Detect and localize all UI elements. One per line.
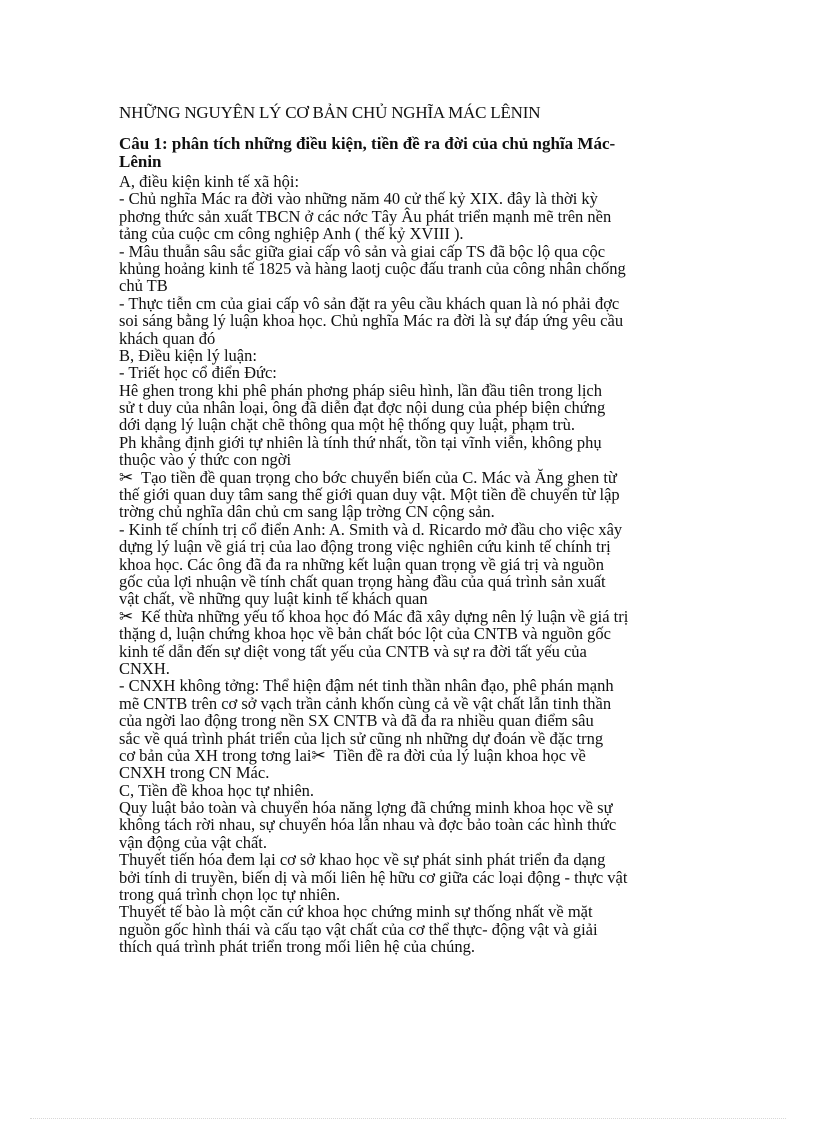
text-line: A, điều kiện kinh tế xã hội: [119,172,300,191]
text-line: vật chất, về những quy luật kinh tế khách quan [119,589,428,609]
text-line: chủ TB [119,276,168,296]
text-line: - Mâu thuẫn sâu sắc giữa giai cấp vô sản và giai cấp TS đã bộc lộ qua cộc [119,241,606,261]
text-line: C, Tiền đề khoa học tự nhiên. [119,780,315,800]
text-line: - Chủ nghĩa Mác ra đời vào những năm 40 cử thế kỷ XIX. đây là thời kỳ [119,189,598,209]
page-bottom-border [30,1118,786,1119]
question-line: Lênin [119,152,162,171]
text-line: thặng d, luận chứng khoa học về bản chất bóc lột của CNTB và nguồn gốc [119,624,611,644]
text-line: - Kinh tế chính trị cổ điển Anh: A. Smith và d. Ricardo mở đầu cho việc xây [119,519,623,539]
text-line: khủng hoảng kinh tế 1825 và hàng laotj cuộc đấu tranh của công nhân chống [119,258,626,278]
text-line: bởi tính di truyền, biến dị và mối liên hệ hữu cơ giữa các loại động - thực vật [119,867,628,887]
document-page [119,103,704,956]
text-line-content: Tạo tiền đề quan trọng cho bớc chuyển biến của C. Mác và Ăng ghen từ [141,467,617,487]
text-line: vận động của vật chất. [119,832,267,852]
text-line [119,747,704,764]
text-line: sử t duy của nhân loại, ông đã diễn đạt đợc nội dung của phép biện chứng [119,398,606,418]
document-title: NHỮNG NGUYÊN LÝ CƠ BẢN CHỦ NGHĨA MÁC LÊNIN [119,103,541,122]
text-line: CNXH. [119,658,170,678]
text-line: - Triết học cổ điển Đức: [119,363,277,383]
text-line: Thuyết tiến hóa đem lại cơ sở khao học về sự phát sinh phát triển đa dạng [119,850,606,870]
body-text [119,173,704,956]
text-line: phơng thức sản xuất TBCN ở các nớc Tây Âu phát triển mạnh mẽ trên nền [119,206,612,226]
scissors-icon: ✂ [119,467,134,487]
text-line [119,469,704,486]
text-line: khoa học. Các ông đã đa ra những kết luận quan trọng về giá trị và nguồn [119,554,605,574]
text-line: Thuyết tế bào là một căn cứ khoa học chứng minh sự thống nhất về mặt [119,902,593,922]
text-line [119,608,704,625]
text-line-content: Tiền đề ra đời của lý luận khoa học về [333,745,586,765]
question-heading [119,135,704,171]
scissors-icon: ✂ [311,746,326,766]
text-line: của ngời lao động trong nền SX CNTB và đã đa ra nhiều quan điểm sâu [119,711,594,731]
text-line-content: Kế thừa những yếu tố khoa học đó Mác đã xây dựng nên lý luận về giá trị [141,606,629,626]
text-line: - Thực tiễn cm của giai cấp vô sản đặt ra yêu cầu khách quan là nó phải đợc [119,293,620,313]
text-line: CNXH trong CN Mác. [119,763,270,783]
text-line: không tách rời nhau, sự chuyển hóa lẫn nhau và đợc bảo toàn các hình thức [119,815,617,835]
text-line: trờng chủ nghĩa dân chủ cm sang lập trờng CN cộng sản. [119,502,495,522]
text-line: sắc về quá trình phát triển của lịch sử cũng nh những dự đoán về đặc trng [119,728,604,748]
text-line: kinh tế dẫn đến sự diệt vong tất yếu của CNTB và sự ra đời tất yếu của [119,641,587,661]
text-line: B, Điều kiện lý luận: [119,345,257,365]
scissors-icon: ✂ [119,606,134,626]
text-line: tảng của cuộc cm công nghiệp Anh ( thế kỷ XVIII ). [119,224,464,244]
text-line: trong quá trình chọn lọc tự nhiên. [119,885,341,905]
text-line: Ph khẳng định giới tự nhiên là tính thứ nhất, tồn tại vĩnh viễn, không phụ [119,432,602,452]
text-line: nguồn gốc hình thái và cấu tạo vật chất của cơ thể thực- động vật và giải [119,919,598,939]
text-line: Quy luật bảo toàn và chuyển hóa năng lợng đã chứng minh khoa học về sự [119,798,613,818]
text-line: mẽ CNTB trên cơ sở vạch trần cảnh khốn cùng cả về vật chất lẫn tinh thần [119,693,612,713]
text-line: thích quá trình phát triển trong mối liên hệ của chúng. [119,937,476,957]
question-line: Câu 1: phân tích những điều kiện, tiền đề ra đời của chủ nghĩa Mác- [119,134,616,153]
text-line-content: cơ bản của XH trong tơng lai [119,745,312,765]
text-line: dới dạng lý luận chặt chẽ thông qua một hệ thống quy luật, phạm trù. [119,415,575,435]
text-line: soi sáng bằng lý luận khoa học. Chủ nghĩa Mác ra đời là sự đáp ứng yêu cầu [119,311,624,331]
text-line: thuộc vào ý thức con ngời [119,450,292,470]
text-line: thế giới quan duy tâm sang thế giới quan duy vật. Một tiền đề chuyển từ lập [119,485,620,505]
text-line: khách quan đó [119,328,216,348]
text-line: Hê ghen trong khi phê phán phơng pháp siêu hình, lần đầu tiên trong lịch [119,380,603,400]
text-line: gốc của lợi nhuận về tính chất quan trọng hàng đầu của quá trình sản xuất [119,571,606,591]
text-line: - CNXH không tởng: Thể hiện đậm nét tinh thần nhân đạo, phê phán mạnh [119,676,614,696]
text-line: dựng lý luận về giá trị của lao động trong việc nghiên cứu kinh tế chính trị [119,537,611,557]
